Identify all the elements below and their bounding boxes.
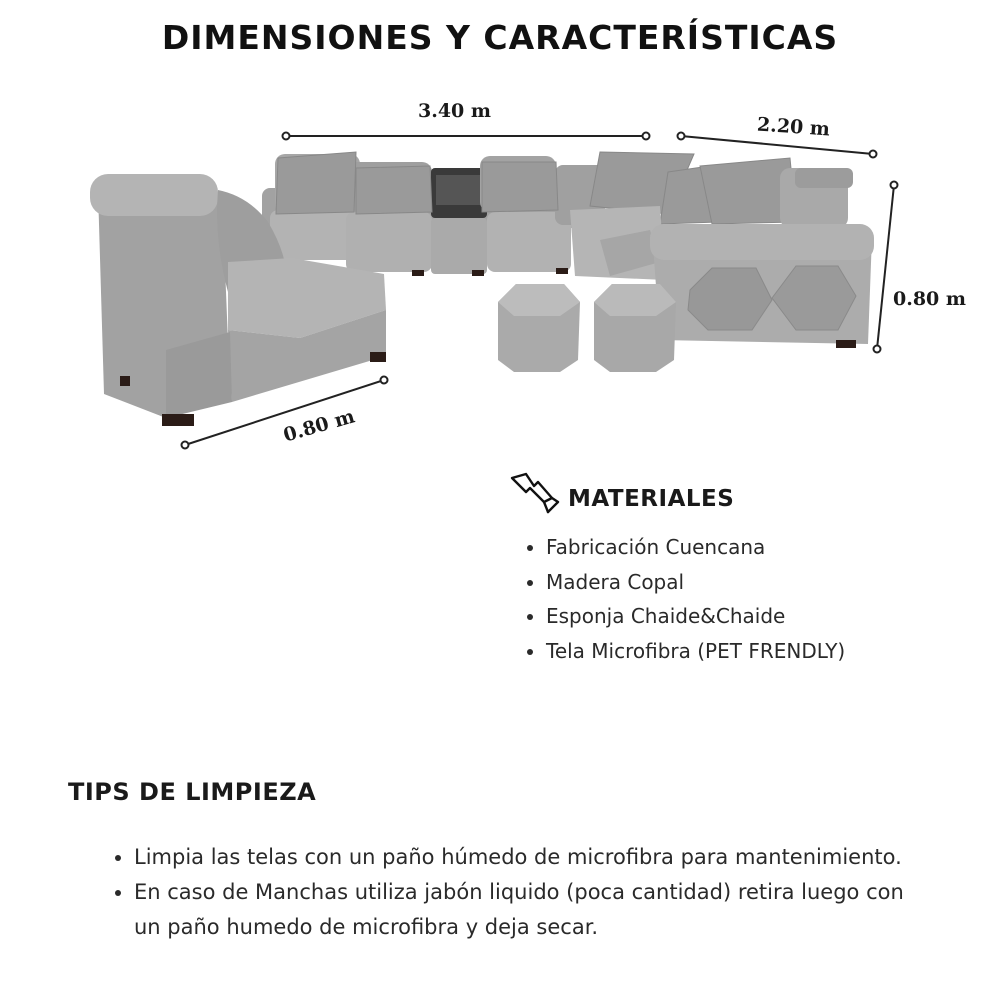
dimension-depth-left-label: 0.80 m [280,405,358,447]
tips-list [115,840,904,945]
list-item: • Tela Microfibra (PET FRENDLY) [546,634,845,669]
materials-title: MATERIALES [568,486,735,512]
sofa-illustration [0,0,1000,460]
list-item: • Limpia las telas con un paño húmedo de microfibra para mantenimiento. [134,840,904,875]
materials-header [508,466,734,514]
materials-list [527,530,845,668]
dimension-height-label: 0.80 m [893,288,966,310]
ottomans [498,284,676,372]
tips-title: TIPS DE LIMPIEZA [68,778,317,806]
pushpin-icon [508,472,566,514]
page-title: DIMENSIONES Y CARACTERÍSTICAS [161,18,839,57]
list-item: • En caso de Manchas utiliza jabón liquido (poca cantidad) retira luego con un paño humedo de microfibra y deja secar. [134,875,904,945]
list-item: • Esponja Chaide&Chaide [546,599,845,634]
dimension-depth-right-label: 2.20 m [756,113,831,141]
list-item: • Fabricación Cuencana [546,530,845,565]
dimension-width-label: 3.40 m [418,100,491,122]
list-item: • Madera Copal [546,565,845,600]
